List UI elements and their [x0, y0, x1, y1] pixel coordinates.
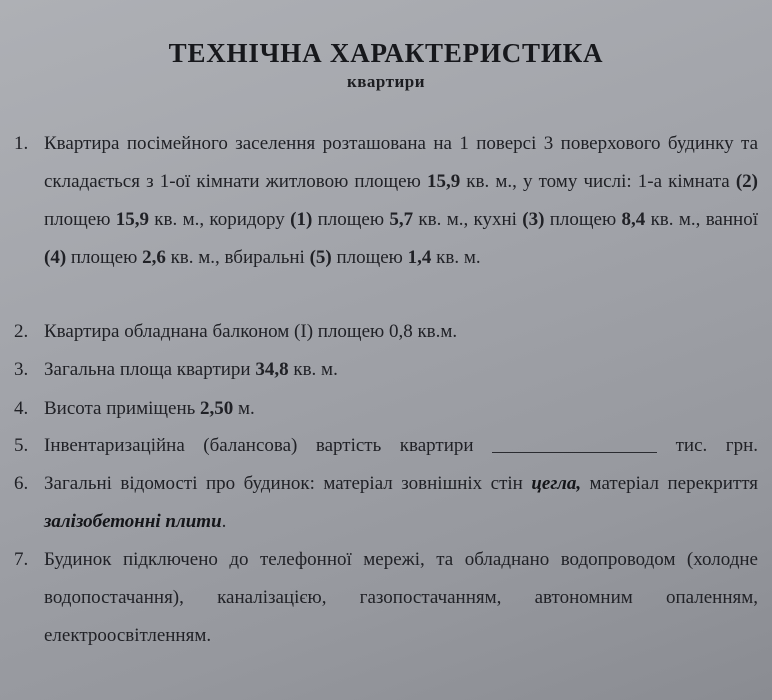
text-run: кв. м.	[431, 247, 481, 268]
text-run: Висота приміщень	[44, 398, 201, 419]
bold-value: 2,6	[142, 247, 166, 268]
text-run: площею	[544, 209, 622, 230]
list-item	[14, 465, 758, 541]
list-item	[14, 427, 758, 465]
item-text	[44, 465, 758, 541]
item-text	[44, 427, 758, 465]
item-number: 1.	[14, 133, 29, 154]
list-item	[14, 313, 758, 351]
bold-value: (2)	[735, 171, 759, 192]
bold-value: 15,9	[115, 209, 149, 230]
item-text	[44, 390, 758, 428]
text-run: Квартира посімейного заселення розташована на 1 поверсі 3 поверхового будинку та складається з 1-ої кімнати житловою площею	[44, 133, 758, 192]
bold-value: (4)	[44, 247, 67, 268]
material-value: залізобетонні плити	[44, 511, 222, 532]
item-text	[44, 125, 758, 277]
item-number: 4.	[14, 398, 29, 419]
bold-value: (3)	[522, 209, 545, 230]
material-value: цегла,	[531, 473, 582, 494]
text-run: кв. м.	[288, 359, 338, 380]
text-run: Загальні відомості про будинок: матеріал зовнішніх стін	[44, 473, 532, 494]
text-run: Квартира обладнана балконом (І) площею 0,8 кв.м.	[44, 321, 458, 342]
text-run: площею	[44, 209, 116, 230]
list-item	[14, 390, 758, 428]
item-text	[44, 351, 758, 389]
item-number: 7.	[14, 549, 29, 570]
text-run: кв. м., у тому числі: 1-а кімната	[460, 171, 736, 192]
item-number: 6.	[14, 473, 29, 494]
text-run: Інвентаризаційна (балансова) вартість квартири	[44, 435, 493, 456]
text-run: кв. м., вбиральні	[165, 247, 310, 268]
text-run: м.	[233, 398, 255, 419]
bold-value: 5,7	[389, 209, 414, 230]
text-run: матеріал перекриття	[581, 473, 758, 494]
bold-value: 34,8	[255, 359, 289, 380]
text-run: площею	[66, 247, 143, 268]
item-number: 2.	[14, 321, 29, 342]
bold-value: (5)	[309, 247, 332, 268]
text-run: .	[221, 511, 227, 532]
item-text	[44, 541, 758, 655]
bold-value: 15,9	[426, 171, 461, 192]
bold-value: (1)	[290, 209, 313, 230]
bold-value: 8,4	[621, 209, 646, 230]
text-run: Загальна площа квартири	[44, 359, 256, 380]
bold-value: 1,4	[407, 247, 432, 268]
text-run: тис. грн.	[657, 435, 759, 456]
text-run: кв. м., коридору	[148, 209, 291, 230]
item-text	[44, 313, 758, 351]
document-subtitle: квартири	[346, 72, 426, 91]
text-run: кв. м., ванної	[645, 209, 758, 230]
text-run: Будинок підключено до телефонної мережі, та обладнано водопроводом (холодне водопостачання), каналізацією, газопостачанням, автономним опаленням, електроосвітленням.	[44, 549, 758, 646]
text-run: кв. м., кухні	[413, 209, 523, 230]
list-item	[14, 125, 758, 277]
text-run: площею	[312, 209, 390, 230]
bold-value: 2,50	[200, 398, 234, 419]
document-title: ТЕХНІЧНА ХАРАКТЕРИСТИКА	[168, 38, 604, 68]
blank-field	[492, 434, 657, 453]
item-number: 3.	[14, 359, 29, 380]
item-number: 5.	[14, 435, 29, 456]
list-item	[14, 351, 758, 389]
list-item	[14, 541, 758, 655]
text-run: площею	[331, 247, 408, 268]
